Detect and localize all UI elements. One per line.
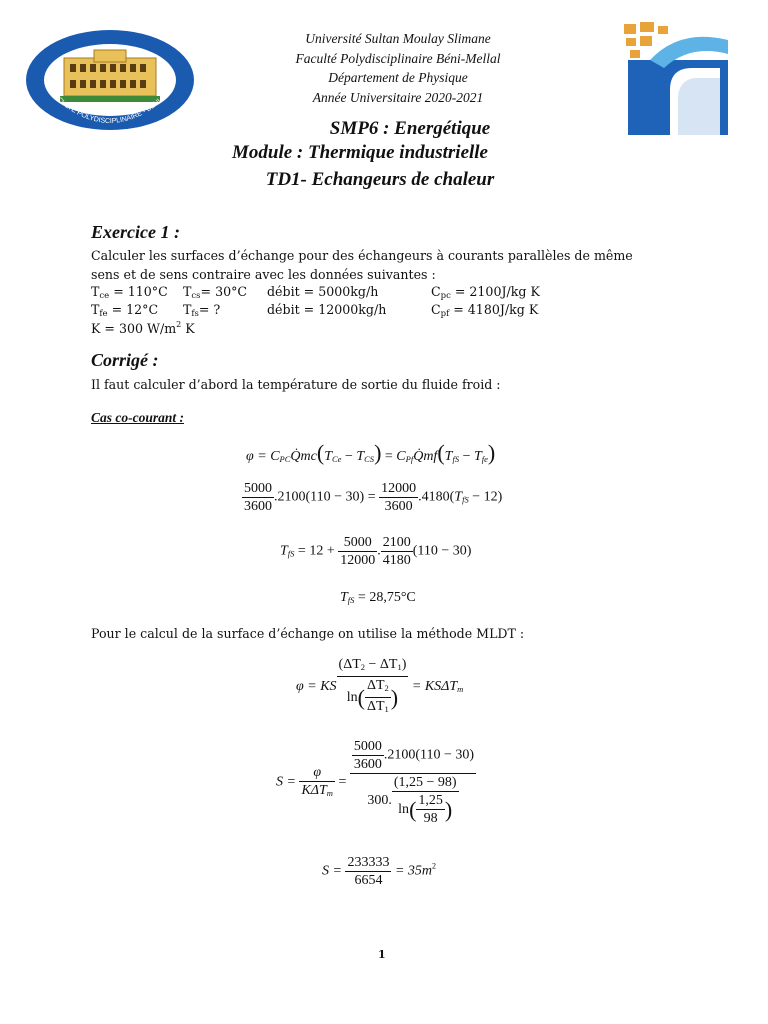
eq-part: S =	[276, 774, 300, 790]
eq-term: φ =	[246, 449, 271, 464]
document-header	[200, 29, 596, 107]
eq-sub: PC	[279, 454, 291, 464]
inner-fraction	[416, 792, 445, 827]
denominator: 3600	[244, 499, 272, 514]
data-row-3	[91, 320, 195, 336]
ln-function: ln	[346, 690, 358, 705]
eq-part: .2100(110 − 30)	[383, 747, 475, 763]
eq-sub: 2	[384, 683, 389, 693]
paren: (	[437, 440, 445, 465]
eq-sub: fS	[462, 494, 469, 505]
eq-part: )	[401, 657, 407, 672]
symbol: C	[431, 284, 441, 299]
numerator: 233333	[347, 855, 390, 870]
denominator: 3600	[379, 497, 418, 515]
co-current-heading: Cas co-courant :	[91, 410, 185, 425]
eq-part: φ = KS	[296, 679, 337, 695]
equation-tfs-result	[340, 590, 416, 606]
paren: (	[316, 440, 325, 465]
correction-intro: Il faut calculer d’abord la température de sortie du fluide froid :	[91, 377, 501, 392]
equation-surface	[276, 738, 476, 827]
subscript: fs	[191, 309, 199, 319]
eq-sub: fS	[347, 595, 355, 605]
fraction	[379, 480, 418, 515]
numerator	[337, 656, 409, 676]
exercise-statement	[91, 247, 691, 284]
equation-mldt	[296, 656, 463, 718]
subscript: cs	[191, 291, 201, 301]
data-row-1	[91, 284, 691, 302]
module-title: Module : Thermique industrielle	[232, 142, 488, 163]
fraction	[381, 534, 413, 569]
eq-part: (ΔT	[338, 657, 361, 672]
fraction	[299, 764, 334, 802]
k-value: K = 300 W/m	[91, 321, 177, 336]
eq-part: − ΔT	[365, 657, 398, 672]
statement-line-1: Calculer les surfaces d’échange pour des échangeurs à courants parallèles de même	[91, 248, 633, 263]
eq-part: 300.	[367, 793, 392, 808]
correction-heading: Corrigé :	[91, 350, 159, 370]
eq-term: T	[473, 449, 482, 464]
subscript: pf	[440, 309, 450, 319]
denominator: 12000	[340, 553, 376, 568]
denominator: ln( $\frac{\Delta T_2}{\Delta T_1}$ )	[337, 676, 409, 718]
value: = 2100J/kg K	[450, 284, 540, 299]
eq-sup: 2	[432, 861, 437, 871]
symbol: T	[91, 284, 100, 299]
numerator	[350, 738, 476, 773]
fraction	[345, 854, 391, 889]
eq-term: Q̇mc	[290, 449, 317, 464]
page-number: 1	[378, 948, 386, 961]
statement-line-2: sens et de sens contraire avec les données suivantes :	[91, 266, 436, 282]
denominator	[350, 773, 476, 827]
fraction	[337, 656, 409, 718]
eq-term: T	[280, 543, 288, 559]
eq-term: T	[324, 449, 332, 464]
eq-sub: 1	[384, 704, 389, 714]
eq-part: S =	[322, 863, 346, 879]
eq-term: C	[396, 449, 406, 464]
paren: )	[487, 440, 496, 465]
eq-sub: fS	[287, 548, 295, 559]
td-title: TD1- Echangeurs de chaleur	[265, 169, 495, 190]
paren: )	[374, 440, 382, 465]
flow-rate: débit = 5000kg/h	[267, 284, 379, 299]
denominator: 4180	[382, 553, 411, 568]
denominator: ln( $\frac{1,25}{98}$ )	[392, 791, 459, 827]
fraction	[392, 774, 459, 827]
eq-op: −	[341, 449, 357, 464]
course-title: SMP6 : Energétique	[329, 118, 491, 139]
academic-year: Année Universitaire 2020-2021	[312, 89, 484, 105]
value: = 12°C	[107, 302, 159, 317]
eq-part: KΔT	[301, 782, 327, 798]
eq-part: − 12)	[468, 489, 503, 505]
eq-sub: Pf	[405, 454, 414, 464]
data-row-2	[91, 302, 691, 320]
numerator: 5000	[353, 739, 382, 754]
subscript: pc	[440, 291, 451, 301]
denominator: 98	[416, 809, 445, 827]
equation-numeric-balance	[242, 480, 502, 515]
exercise-heading: Exercice 1 :	[91, 222, 180, 242]
equation-tfs-expression	[280, 534, 471, 569]
eq-part: (110 − 30)	[412, 543, 472, 559]
numerator: φ	[313, 764, 322, 780]
inner-fraction	[365, 677, 391, 718]
department-name: Département de Physique	[328, 70, 468, 85]
eq-part: .2100(110 − 30) =	[274, 489, 380, 505]
value: = 4180J/kg K	[449, 302, 539, 317]
faculty-logo	[24, 28, 196, 132]
numerator: 12000	[381, 481, 417, 496]
eq-op: =	[334, 774, 350, 790]
equation-heat-balance	[246, 440, 495, 466]
symbol: T	[183, 302, 192, 317]
faculty-name: Faculté Polydisciplinaire Béni-Mellal	[295, 50, 501, 66]
eq-part: ΔT	[366, 699, 385, 714]
equation-surface-result	[322, 854, 436, 889]
eq-part: = 28,75°C	[354, 590, 416, 605]
subscript: ce	[99, 291, 110, 301]
k-unit: K	[181, 321, 195, 336]
numerator	[365, 677, 391, 697]
eq-sub: m	[326, 787, 333, 798]
value: = 110°C	[109, 284, 168, 299]
eq-sub: fe	[481, 454, 488, 464]
eq-term: T	[454, 489, 463, 505]
big-fraction	[350, 738, 476, 827]
eq-sub: CS	[364, 454, 375, 464]
denominator: 6654	[345, 871, 391, 889]
eq-part: = KSΔT	[408, 679, 458, 695]
eq-op: =	[381, 449, 397, 464]
mldt-intro: Pour le calcul de la surface d’échange on utilise la méthode MLDT :	[91, 626, 525, 641]
denominator: 3600	[353, 757, 382, 772]
numerator: 1,25	[418, 793, 443, 808]
denominator	[365, 697, 391, 718]
eq-part: ΔT	[366, 678, 385, 693]
eq-sub: Ce	[331, 454, 342, 464]
eq-op: −	[459, 449, 474, 464]
subscript: fe	[99, 309, 108, 319]
symbol: C	[431, 302, 441, 317]
university-name: Université Sultan Moulay Slimane	[305, 31, 491, 46]
fraction	[352, 738, 384, 773]
eq-part: = 35m	[391, 863, 433, 879]
logo-text: FACULTE POLYDISCIPLINAIRE - BENI MEL	[48, 87, 175, 126]
flow-rate: débit = 12000kg/h	[267, 302, 387, 317]
eq-part: = 12 +	[294, 543, 339, 559]
eq-sub: fS	[452, 454, 460, 464]
eq-sub: m	[457, 684, 464, 695]
symbol: T	[91, 302, 100, 317]
numerator: (1,25 − 98)	[393, 775, 457, 790]
eq-sub: 1	[397, 662, 402, 672]
superscript: 2	[176, 320, 182, 329]
eq-part: .	[377, 543, 381, 559]
fraction	[338, 534, 377, 569]
numerator: 5000	[244, 481, 272, 496]
numerator: 5000	[343, 535, 372, 550]
eq-part: .4180(	[418, 489, 455, 505]
eq-sub: 2	[360, 662, 365, 672]
value: = 30°C	[200, 284, 248, 299]
denominator	[299, 781, 334, 802]
fraction	[242, 480, 274, 515]
value: = ?	[198, 302, 221, 317]
symbol: T	[183, 284, 192, 299]
eq-term: T	[340, 590, 348, 605]
eq-term: T	[356, 449, 365, 464]
ln-function: ln	[398, 802, 410, 817]
eq-term: Q̇mf	[413, 449, 438, 464]
numerator: 2100	[382, 535, 411, 550]
eq-term: C	[270, 449, 280, 464]
eq-term: T	[444, 449, 453, 464]
